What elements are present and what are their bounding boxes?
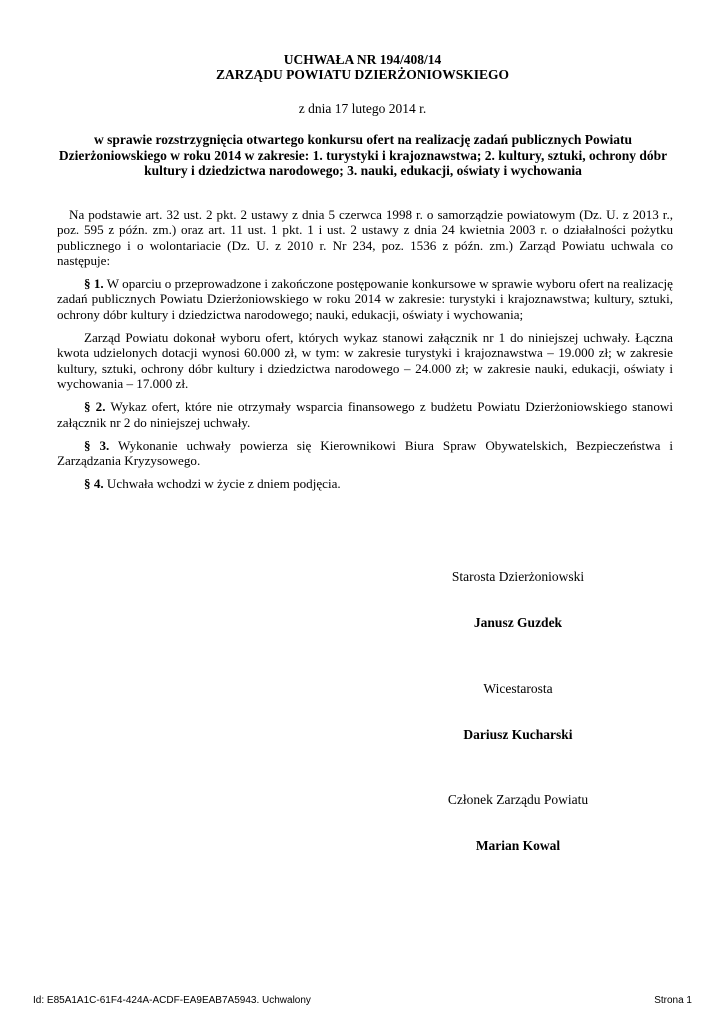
paragraph-1 — [57, 276, 673, 322]
resolution-date: z dnia 17 lutego 2014 r. — [298, 101, 427, 116]
resolution-body — [57, 207, 673, 500]
issuing-body: ZARZĄDU POWIATU DZIERŻONIOWSKIEGO — [215, 67, 510, 82]
paragraph-4-number: § 4. — [84, 476, 104, 492]
signature-role: Członek Zarządu Powiatu — [447, 792, 589, 807]
paragraph-2 — [57, 399, 673, 430]
paragraph-4-text: Uchwała wchodzi w życie z dniem podjęcia. — [106, 476, 341, 492]
resolution-number: UCHWAŁA NR 194/408/14 — [283, 52, 442, 67]
signature-wicestarosta — [418, 681, 618, 743]
signature-starosta — [418, 569, 618, 631]
resolution-subject: w sprawie rozstrzygnięcia otwartego konkursu ofert na realizację zadań publicznych Powiatu Dzierżoniowskiego w roku 2014 w zakresie: 1. turystyki i krajoznawstwa; 2. kultury, sztuki, ochrony dóbr kultury i dziedzictwa narodowego; 3. nauki, edukacji, oświaty i wychowania — [58, 132, 668, 178]
paragraph-4 — [57, 476, 673, 491]
paragraph-3 — [57, 438, 673, 469]
paragraph-1-text: W oparciu o przeprowadzone i zakończone postępowanie konkursowe w sprawie wyboru ofert na realizację zadań publicznych Powiatu Dzierżoniowskiego w roku 2014 w zakresie: turystyki i krajoznawstwa; kultury, sztuki, ochrony dóbr kultury i dziedzictwa narodowego; nauki, edukacji, oświaty i wychowania; — [57, 276, 673, 322]
paragraph-3-text: Wykonanie uchwały powierza się Kierownikowi Biura Spraw Obywatelskich, Bezpieczeństwa i Zarządzania Kryzysowego. — [57, 437, 673, 469]
signature-name: Dariusz Kucharski — [463, 727, 573, 742]
preamble: Na podstawie art. 32 ust. 2 pkt. 2 ustawy z dnia 5 czerwca 1998 r. o samorządzie powiatowym (Dz. U. z 2013 r., poz. 595 z późn. zm.) oraz art. 11 ust. 1 pkt. 1 i ust. 2 ustawy z dnia 24 kwietnia 2003 r. o działalności pożytku publicznego i o wolontariacie (Dz. U. z 2010 r. Nr 234, poz. 1536 z późn. zm.) Zarząd Powiatu uchwala co następuje: — [57, 207, 673, 268]
document-header — [0, 52, 725, 82]
paragraph-3-number: § 3. — [84, 437, 110, 453]
signature-role: Starosta Dzierżoniowski — [451, 569, 585, 584]
paragraph-1-number: § 1. — [84, 276, 104, 292]
paragraph-1-decision: Zarząd Powiatu dokonał wyboru ofert, których wykaz stanowi załącznik nr 1 do niniejszej uchwały. Łączna kwota udzielonych dotacji wynosi 60.000 zł, w tym: w zakresie turystyki i krajoznawstwa – 19.000 zł; w zakresie kultury, sztuki, ochrony dóbr kultury i dziedzictwa narodowego – 24.000 zł; w zakresie nauki, edukacji, oświaty i wychowania – 17.000 zł. — [57, 330, 673, 391]
signature-member — [418, 792, 618, 854]
signature-name: Marian Kowal — [475, 838, 561, 853]
paragraph-2-text: Wykaz ofert, które nie otrzymały wsparcia finansowego z budżetu Powiatu Dzierżoniowskiego stanowi załącznik nr 2 do niniejszej uchwały. — [57, 399, 673, 430]
page-number: Strona 1 — [654, 995, 692, 1006]
signature-name: Janusz Guzdek — [473, 615, 563, 630]
paragraph-2-number: § 2. — [84, 399, 106, 415]
signature-role: Wicestarosta — [483, 681, 553, 696]
document-id: Id: E85A1A1C-61F4-424A-ACDF-EA9EAB7A5943. Uchwalony — [33, 995, 311, 1006]
